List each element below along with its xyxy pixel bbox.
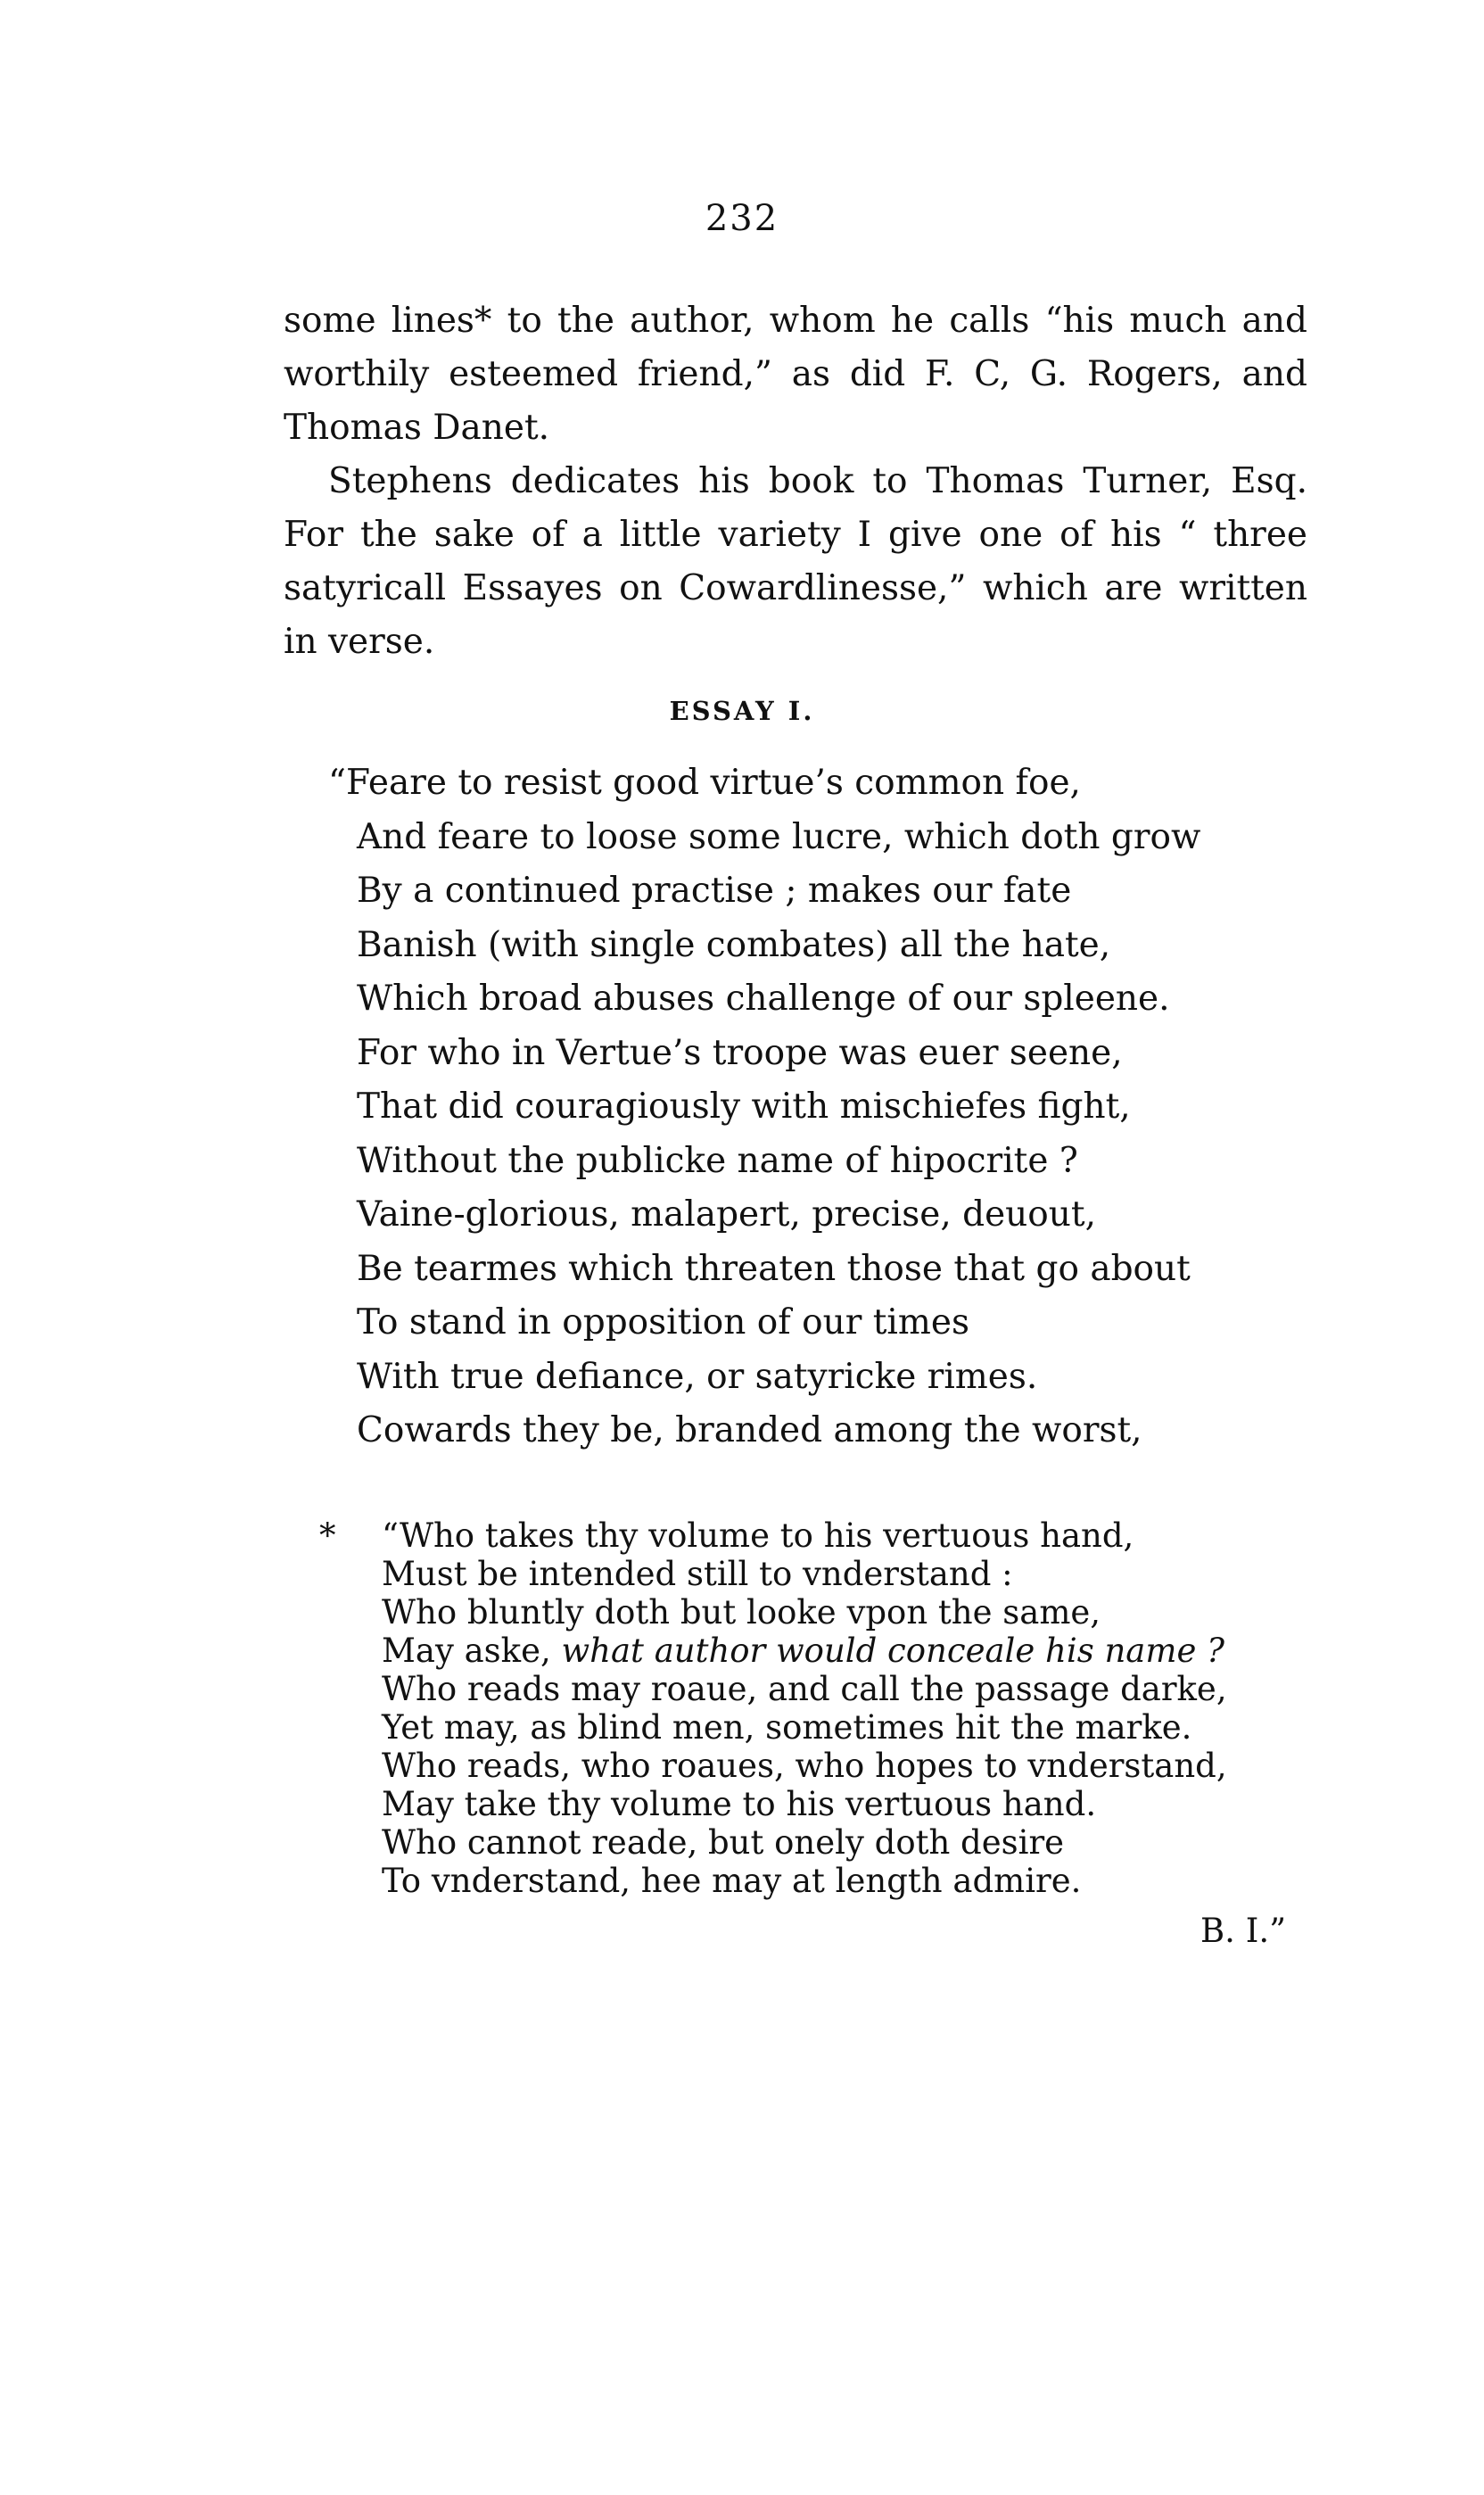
footnote-line: [319, 1516, 1227, 1555]
body-paragraph-1: [284, 294, 1307, 455]
paragraph-text: Stephens dedicates his book to Thomas Turner, Esq. For the sake of a little variety I give one of his “ three satyricall Essayes on Cowardlinesse,” which are written in verse.: [284, 461, 1307, 662]
paragraph-text: some lines* to the author, whom he calls “his much and worthily esteemed friend,” as did F. C, G. Rogers, and Thomas Danet.: [284, 301, 1307, 448]
poem: [328, 756, 1201, 1458]
poem-line: That did couragiously with mischiefes fight,: [357, 1086, 1131, 1127]
footnote-line: To vnderstand, hee may at length admire.: [382, 1862, 1082, 1900]
poem-line: Cowards they be, branded among the worst,: [357, 1410, 1142, 1450]
body-paragraph-2: [284, 455, 1307, 669]
footnote-line: [319, 1632, 1227, 1670]
footnote-line: Must be intended still to vnderstand :: [382, 1555, 1013, 1593]
footnote-italic-text: what author would conceale his name ?: [561, 1632, 1224, 1670]
poem-line: Without the publicke name of hipocrite ?: [357, 1140, 1078, 1181]
footnote: [319, 1516, 1227, 1900]
poem-line: With true defiance, or satyricke rimes.: [357, 1356, 1038, 1397]
poem-line: “Feare to resist good virtue’s common foe,: [328, 763, 1081, 803]
poem-line: Banish (with single combates) all the hate,: [357, 924, 1111, 965]
footnote-line: Who cannot reade, but onely doth desire: [382, 1823, 1065, 1862]
poem-line: To stand in opposition of our times: [357, 1302, 969, 1343]
poem-line: Vaine-glorious, malapert, precise, deuout,: [357, 1194, 1096, 1235]
footnote-line: Who reads may roaue, and call the passage darke,: [382, 1670, 1227, 1708]
poem-line: Be tearmes which threaten those that go about: [357, 1248, 1191, 1289]
footnote-line: May take thy volume to his vertuous hand.: [382, 1785, 1097, 1823]
footnote-line: Yet may, as blind men, sometimes hit the marke.: [382, 1708, 1192, 1747]
footnote-line-text: May aske,: [382, 1632, 562, 1670]
footnote-line: Who reads, who roaues, who hopes to vnderstand,: [382, 1747, 1227, 1785]
footnote-line-text: “Who takes thy volume to his vertuous hand,: [382, 1516, 1134, 1555]
page-number: 232: [705, 198, 779, 239]
footnote-signature: B. I.”: [1200, 1912, 1286, 1950]
poem-line: By a continued practise ; makes our fate: [357, 871, 1072, 911]
poem-line: For who in Vertue’s troope was euer seene,: [357, 1032, 1123, 1073]
footnote-marker: *: [319, 1516, 336, 1555]
essay-heading: ESSAY I.: [669, 696, 815, 726]
poem-line: And feare to loose some lucre, which doth grow: [357, 816, 1201, 857]
footnote-line: Who bluntly doth but looke vpon the same,: [382, 1593, 1101, 1632]
poem-line: Which broad abuses challenge of our spleene.: [357, 979, 1170, 1019]
